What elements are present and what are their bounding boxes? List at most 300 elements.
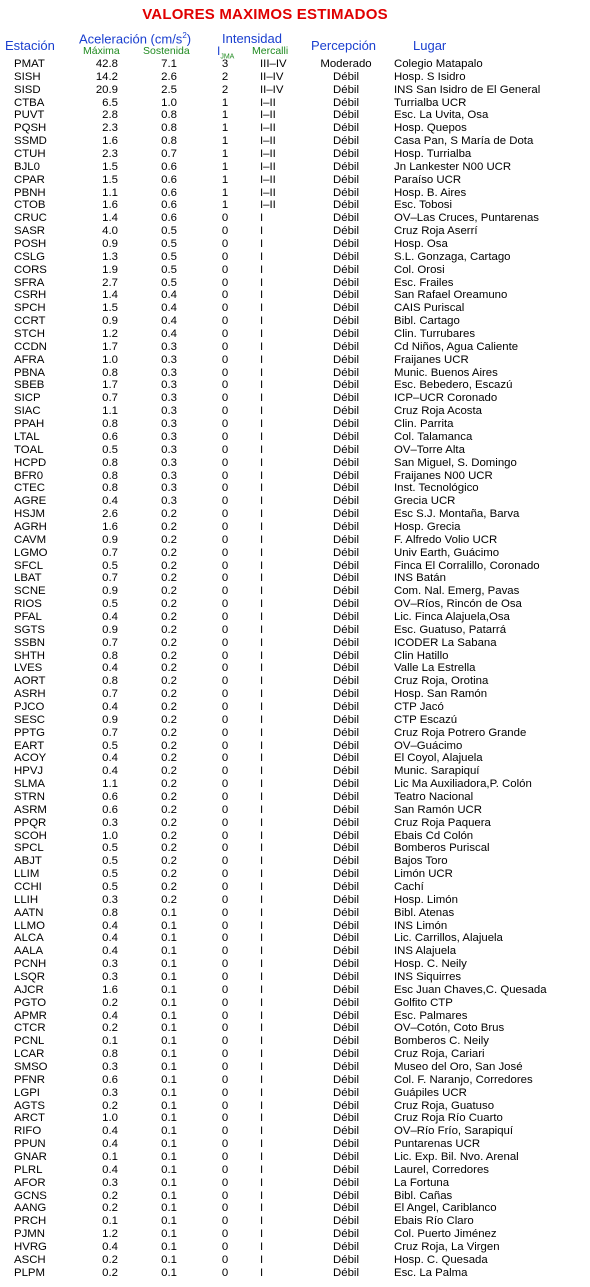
mercalli-intensity: I — [260, 726, 264, 739]
max-acceleration: 0.1 — [102, 1151, 118, 1164]
jma-intensity: 1 — [221, 199, 229, 212]
sustained-acceleration: 0.6 — [161, 212, 177, 225]
mercalli-intensity: I — [260, 405, 264, 418]
sustained-acceleration: 7.1 — [161, 58, 177, 70]
max-acceleration: 0.4 — [102, 1138, 118, 1151]
location: Col. F. Naranjo, Corredores — [394, 1073, 533, 1086]
perception: Débil — [333, 302, 359, 315]
table-row — [0, 688, 590, 701]
station-code: AJCR — [14, 983, 44, 996]
perception: Débil — [333, 958, 359, 971]
max-acceleration: 2.6 — [102, 508, 118, 521]
jma-intensity: 0 — [221, 572, 229, 585]
max-acceleration: 1.2 — [102, 328, 118, 341]
location: OV–Torre Alta — [394, 443, 465, 456]
location: San Miguel, S. Domingo — [394, 456, 517, 469]
mercalli-intensity: I — [260, 1022, 264, 1035]
max-acceleration: 0.5 — [102, 559, 118, 572]
max-acceleration: 0.2 — [102, 996, 118, 1009]
mercalli-intensity: II–IV — [260, 70, 284, 83]
max-acceleration: 2.3 — [102, 122, 118, 135]
header-maxima: Máxima — [83, 45, 120, 57]
max-acceleration: 1.6 — [102, 135, 118, 148]
max-acceleration: 0.7 — [102, 546, 118, 559]
table-row — [0, 1254, 590, 1267]
location: Cruz Roja Río Cuarto — [394, 1112, 503, 1125]
location: Hosp. B. Aires — [394, 186, 467, 199]
perception: Débil — [333, 829, 359, 842]
station-code: ACOY — [14, 752, 47, 765]
perception: Débil — [333, 739, 359, 752]
max-acceleration: 6.5 — [102, 96, 118, 109]
perception: Débil — [333, 1266, 359, 1279]
table-row — [0, 482, 590, 495]
max-acceleration: 0.6 — [102, 803, 118, 816]
location: Hosp. Grecia — [394, 520, 461, 533]
station-code: PPAH — [14, 418, 45, 431]
jma-intensity: 0 — [221, 1073, 229, 1086]
location: OV–Guácimo — [394, 739, 463, 752]
sustained-acceleration: 0.3 — [161, 366, 177, 379]
sustained-acceleration: 0.2 — [161, 533, 177, 546]
perception: Débil — [333, 598, 359, 611]
location: CTP Escazú — [394, 713, 458, 726]
location: Cruz Roja Paquera — [394, 816, 491, 829]
perception: Débil — [333, 919, 359, 932]
station-code: SGTS — [14, 623, 46, 636]
mercalli-intensity: I — [260, 778, 264, 791]
location: Esc. La Palma — [394, 1266, 468, 1279]
jma-intensity: 2 — [221, 83, 229, 96]
jma-intensity: 0 — [221, 328, 229, 341]
sustained-acceleration: 0.1 — [161, 906, 177, 919]
mercalli-intensity: I — [260, 958, 264, 971]
jma-intensity: 0 — [221, 1048, 229, 1061]
table-row — [0, 894, 590, 907]
station-code: AANG — [14, 1202, 47, 1215]
max-acceleration: 0.1 — [102, 1215, 118, 1228]
jma-intensity: 0 — [221, 1202, 229, 1215]
location: Puntarenas UCR — [394, 1138, 481, 1151]
jma-intensity: 0 — [221, 893, 229, 906]
max-acceleration: 0.8 — [102, 482, 118, 495]
jma-intensity: 3 — [221, 58, 229, 70]
sustained-acceleration: 0.6 — [161, 199, 177, 212]
mercalli-intensity: I — [260, 1048, 264, 1061]
sustained-acceleration: 0.2 — [161, 598, 177, 611]
jma-intensity: 0 — [221, 469, 229, 482]
jma-intensity: 0 — [221, 546, 229, 559]
max-acceleration: 0.7 — [102, 636, 118, 649]
table-row — [0, 161, 590, 174]
perception: Débil — [333, 1035, 359, 1048]
table-row — [0, 1202, 590, 1215]
station-code: LLIH — [14, 893, 39, 906]
max-acceleration: 1.7 — [102, 379, 118, 392]
mercalli-intensity: I — [260, 302, 264, 315]
perception: Débil — [333, 212, 359, 225]
max-acceleration: 1.5 — [102, 302, 118, 315]
station-code: AFOR — [14, 1176, 46, 1189]
perception: Débil — [333, 1061, 359, 1074]
table-row — [0, 984, 590, 997]
sustained-acceleration: 1.0 — [161, 96, 177, 109]
sustained-acceleration: 0.1 — [161, 1112, 177, 1125]
max-acceleration: 1.1 — [102, 186, 118, 199]
jma-intensity: 0 — [221, 868, 229, 881]
max-acceleration: 0.2 — [102, 1202, 118, 1215]
jma-intensity: 1 — [221, 96, 229, 109]
perception: Débil — [333, 868, 359, 881]
perception: Débil — [333, 790, 359, 803]
max-acceleration: 0.4 — [102, 610, 118, 623]
max-acceleration: 0.5 — [102, 855, 118, 868]
table-row — [0, 637, 590, 650]
jma-intensity: 0 — [221, 932, 229, 945]
sustained-acceleration: 0.3 — [161, 392, 177, 405]
station-code: ASRM — [14, 803, 47, 816]
location: Finca El Corralillo, Coronado — [394, 559, 540, 572]
mercalli-intensity: I — [260, 520, 264, 533]
station-code: CTUH — [14, 148, 46, 161]
location: Bajos Toro — [394, 855, 448, 868]
jma-intensity: 0 — [221, 1009, 229, 1022]
sustained-acceleration: 0.2 — [161, 752, 177, 765]
jma-intensity: 0 — [221, 1215, 229, 1228]
perception: Débil — [333, 405, 359, 418]
sustained-acceleration: 0.4 — [161, 315, 177, 328]
mercalli-intensity: I — [260, 430, 264, 443]
station-code: CPAR — [14, 173, 45, 186]
max-acceleration: 1.0 — [102, 1112, 118, 1125]
station-code: AFRA — [14, 353, 45, 366]
perception: Débil — [333, 1202, 359, 1215]
station-code: HCPD — [14, 456, 47, 469]
location: Bibl. Atenas — [394, 906, 455, 919]
jma-intensity: 0 — [221, 276, 229, 289]
location: Casa Pan, S María de Dota — [394, 135, 534, 148]
station-code: EART — [14, 739, 45, 752]
table-row — [0, 997, 590, 1010]
perception: Débil — [333, 945, 359, 958]
max-acceleration: 1.0 — [102, 829, 118, 842]
location: INS Limón — [394, 919, 448, 932]
table-row — [0, 547, 590, 560]
sustained-acceleration: 0.2 — [161, 688, 177, 701]
station-code: RIOS — [14, 598, 42, 611]
station-code: AGTS — [14, 1099, 46, 1112]
sustained-acceleration: 0.1 — [161, 945, 177, 958]
max-acceleration: 0.6 — [102, 430, 118, 443]
perception: Débil — [333, 1125, 359, 1138]
sustained-acceleration: 0.1 — [161, 1228, 177, 1241]
max-acceleration: 0.9 — [102, 713, 118, 726]
mercalli-intensity: I — [260, 225, 264, 238]
station-code: SCNE — [14, 585, 46, 598]
max-acceleration: 1.5 — [102, 173, 118, 186]
mercalli-intensity: I — [260, 250, 264, 263]
location: Lic Ma Auxiliadora,P. Colón — [394, 778, 532, 791]
mercalli-intensity: I — [260, 1241, 264, 1254]
mercalli-intensity: I — [260, 392, 264, 405]
max-acceleration: 0.4 — [102, 765, 118, 778]
mercalli-intensity: I — [260, 1138, 264, 1151]
max-acceleration: 0.9 — [102, 585, 118, 598]
location: Guápiles UCR — [394, 1086, 467, 1099]
mercalli-intensity: I — [260, 675, 264, 688]
jma-intensity: 0 — [221, 598, 229, 611]
max-acceleration: 0.5 — [102, 598, 118, 611]
table-row — [0, 354, 590, 367]
table-row — [0, 752, 590, 765]
sustained-acceleration: 0.5 — [161, 263, 177, 276]
perception: Débil — [333, 1073, 359, 1086]
perception: Débil — [333, 726, 359, 739]
table-row — [0, 1048, 590, 1061]
sustained-acceleration: 0.2 — [161, 778, 177, 791]
mercalli-intensity: I — [260, 482, 264, 495]
table-row — [0, 740, 590, 753]
table-row — [0, 431, 590, 444]
sustained-acceleration: 0.6 — [161, 173, 177, 186]
jma-intensity: 0 — [221, 1163, 229, 1176]
jma-intensity: 0 — [221, 906, 229, 919]
perception: Débil — [333, 353, 359, 366]
sustained-acceleration: 0.1 — [161, 1009, 177, 1022]
perception: Débil — [333, 340, 359, 353]
mercalli-intensity: I — [260, 790, 264, 803]
max-acceleration: 2.3 — [102, 148, 118, 161]
max-acceleration: 1.9 — [102, 263, 118, 276]
station-code: LBAT — [14, 572, 42, 585]
table-row — [0, 71, 590, 84]
perception: Débil — [333, 1241, 359, 1254]
sustained-acceleration: 0.1 — [161, 919, 177, 932]
max-acceleration: 42.8 — [95, 58, 118, 70]
table-row — [0, 135, 590, 148]
jma-intensity: 1 — [221, 186, 229, 199]
station-table — [0, 58, 590, 1280]
table-row — [0, 84, 590, 97]
station-code: SSBN — [14, 636, 46, 649]
perception: Débil — [333, 83, 359, 96]
perception: Débil — [333, 250, 359, 263]
max-acceleration: 0.4 — [102, 1009, 118, 1022]
mercalli-intensity: I — [260, 418, 264, 431]
sustained-acceleration: 0.2 — [161, 559, 177, 572]
perception: Débil — [333, 610, 359, 623]
max-acceleration: 0.3 — [102, 971, 118, 984]
sustained-acceleration: 0.3 — [161, 379, 177, 392]
perception: Débil — [333, 70, 359, 83]
max-acceleration: 0.6 — [102, 1073, 118, 1086]
jma-intensity: 0 — [221, 971, 229, 984]
sustained-acceleration: 0.3 — [161, 469, 177, 482]
perception: Débil — [333, 1086, 359, 1099]
perception: Débil — [333, 893, 359, 906]
max-acceleration: 14.2 — [95, 70, 118, 83]
station-code: SISD — [14, 83, 41, 96]
station-code: SHTH — [14, 649, 46, 662]
max-acceleration: 0.2 — [102, 1266, 118, 1279]
location: Hosp. Osa — [394, 238, 448, 251]
table-row — [0, 804, 590, 817]
mercalli-intensity: I — [260, 353, 264, 366]
station-code: AATN — [14, 906, 44, 919]
max-acceleration: 1.4 — [102, 289, 118, 302]
station-code: AALA — [14, 945, 44, 958]
max-acceleration: 1.0 — [102, 353, 118, 366]
table-row — [0, 1215, 590, 1228]
jma-intensity: 0 — [221, 520, 229, 533]
mercalli-intensity: I — [260, 1009, 264, 1022]
sustained-acceleration: 0.1 — [161, 1073, 177, 1086]
table-row — [0, 830, 590, 843]
max-acceleration: 0.3 — [102, 1176, 118, 1189]
max-acceleration: 20.9 — [95, 83, 118, 96]
location: Esc. La Uvita, Osa — [394, 109, 489, 122]
sustained-acceleration: 0.2 — [161, 829, 177, 842]
station-code: APMR — [14, 1009, 47, 1022]
mercalli-intensity: I — [260, 1112, 264, 1125]
location: OV–Río Frío, Sarapiquí — [394, 1125, 514, 1138]
mercalli-intensity: I — [260, 238, 264, 251]
mercalli-intensity: I — [260, 739, 264, 752]
table-row — [0, 791, 590, 804]
mercalli-intensity: I — [260, 328, 264, 341]
jma-intensity: 0 — [221, 289, 229, 302]
header-i-jma: $I_{JMA}$ — [217, 44, 235, 61]
location: Valle La Estrella — [394, 662, 476, 675]
table-row — [0, 1112, 590, 1125]
perception: Débil — [333, 186, 359, 199]
perception: Débil — [333, 765, 359, 778]
max-acceleration: 0.8 — [102, 1048, 118, 1061]
jma-intensity: 0 — [221, 495, 229, 508]
max-acceleration: 1.2 — [102, 1228, 118, 1241]
mercalli-intensity: I — [260, 816, 264, 829]
station-code: SMSO — [14, 1061, 48, 1074]
sustained-acceleration: 0.1 — [161, 1176, 177, 1189]
station-code: STRN — [14, 790, 46, 803]
sustained-acceleration: 2.5 — [161, 83, 177, 96]
jma-intensity: 0 — [221, 1035, 229, 1048]
station-code: PLRL — [14, 1163, 43, 1176]
perception: Débil — [333, 96, 359, 109]
mercalli-intensity: I — [260, 495, 264, 508]
perception: Débil — [333, 520, 359, 533]
max-acceleration: 0.9 — [102, 623, 118, 636]
table-row — [0, 675, 590, 688]
location: Fraijanes N00 UCR — [394, 469, 493, 482]
station-code: PBNA — [14, 366, 46, 379]
jma-intensity: 0 — [221, 829, 229, 842]
station-code: ASCH — [14, 1253, 46, 1266]
table-row — [0, 560, 590, 573]
sustained-acceleration: 0.2 — [161, 520, 177, 533]
table-row — [0, 727, 590, 740]
max-acceleration: 0.5 — [102, 881, 118, 893]
table-row — [0, 418, 590, 431]
max-acceleration: 1.6 — [102, 983, 118, 996]
mercalli-intensity: I — [260, 1176, 264, 1189]
max-acceleration: 4.0 — [102, 225, 118, 238]
location: Munic. Buenos Aires — [394, 366, 498, 379]
sustained-acceleration: 0.1 — [161, 1241, 177, 1254]
jma-intensity: 0 — [221, 752, 229, 765]
table-row — [0, 842, 590, 855]
perception: Débil — [333, 675, 359, 688]
perception: Débil — [333, 649, 359, 662]
max-acceleration: 0.4 — [102, 1125, 118, 1138]
jma-intensity: 0 — [221, 392, 229, 405]
perception: Débil — [333, 700, 359, 713]
sustained-acceleration: 0.1 — [161, 983, 177, 996]
perception: Débil — [333, 778, 359, 791]
sustained-acceleration: 0.2 — [161, 713, 177, 726]
table-row — [0, 817, 590, 830]
mercalli-intensity: I — [260, 1099, 264, 1112]
sustained-acceleration: 0.3 — [161, 405, 177, 418]
table-row — [0, 97, 590, 110]
jma-intensity: 0 — [221, 842, 229, 855]
jma-intensity: 0 — [221, 212, 229, 225]
sustained-acceleration: 0.1 — [161, 1086, 177, 1099]
sustained-acceleration: 0.1 — [161, 958, 177, 971]
table-row — [0, 58, 590, 71]
location: Cruz Roja, Cariari — [394, 1048, 485, 1061]
jma-intensity: 0 — [221, 418, 229, 431]
max-acceleration: 1.6 — [102, 520, 118, 533]
location: Museo del Oro, San José — [394, 1061, 523, 1074]
table-row — [0, 238, 590, 251]
perception: Débil — [333, 1048, 359, 1061]
jma-intensity: 0 — [221, 1125, 229, 1138]
table-row — [0, 611, 590, 624]
location: Hosp. Turrialba — [394, 148, 472, 161]
location: Cruz Roja, La Virgen — [394, 1241, 500, 1254]
table-row — [0, 1022, 590, 1035]
perception: Débil — [333, 469, 359, 482]
location: Grecia UCR — [394, 495, 456, 508]
table-row — [0, 187, 590, 200]
perception: Débil — [333, 816, 359, 829]
location: Laurel, Corredores — [394, 1163, 489, 1176]
location: Esc. Tobosi — [394, 199, 453, 212]
mercalli-intensity: I — [260, 636, 264, 649]
sustained-acceleration: 0.2 — [161, 508, 177, 521]
sustained-acceleration: 0.3 — [161, 418, 177, 431]
station-code: AGRE — [14, 495, 47, 508]
sustained-acceleration: 0.2 — [161, 572, 177, 585]
table-row — [0, 778, 590, 791]
mercalli-intensity: I — [260, 1125, 264, 1138]
mercalli-intensity: II–IV — [260, 83, 284, 96]
perception: Débil — [333, 623, 359, 636]
perception: Débil — [333, 443, 359, 456]
perception: Débil — [333, 1163, 359, 1176]
sustained-acceleration: 0.1 — [161, 1138, 177, 1151]
perception: Débil — [333, 109, 359, 122]
sustained-acceleration: 0.4 — [161, 302, 177, 315]
mercalli-intensity: I — [260, 469, 264, 482]
location: Clin Hatillo — [394, 649, 449, 662]
station-code: SLMA — [14, 778, 46, 791]
sustained-acceleration: 0.8 — [161, 109, 177, 122]
mercalli-intensity: I — [260, 315, 264, 328]
table-row — [0, 367, 590, 380]
sustained-acceleration: 0.3 — [161, 495, 177, 508]
